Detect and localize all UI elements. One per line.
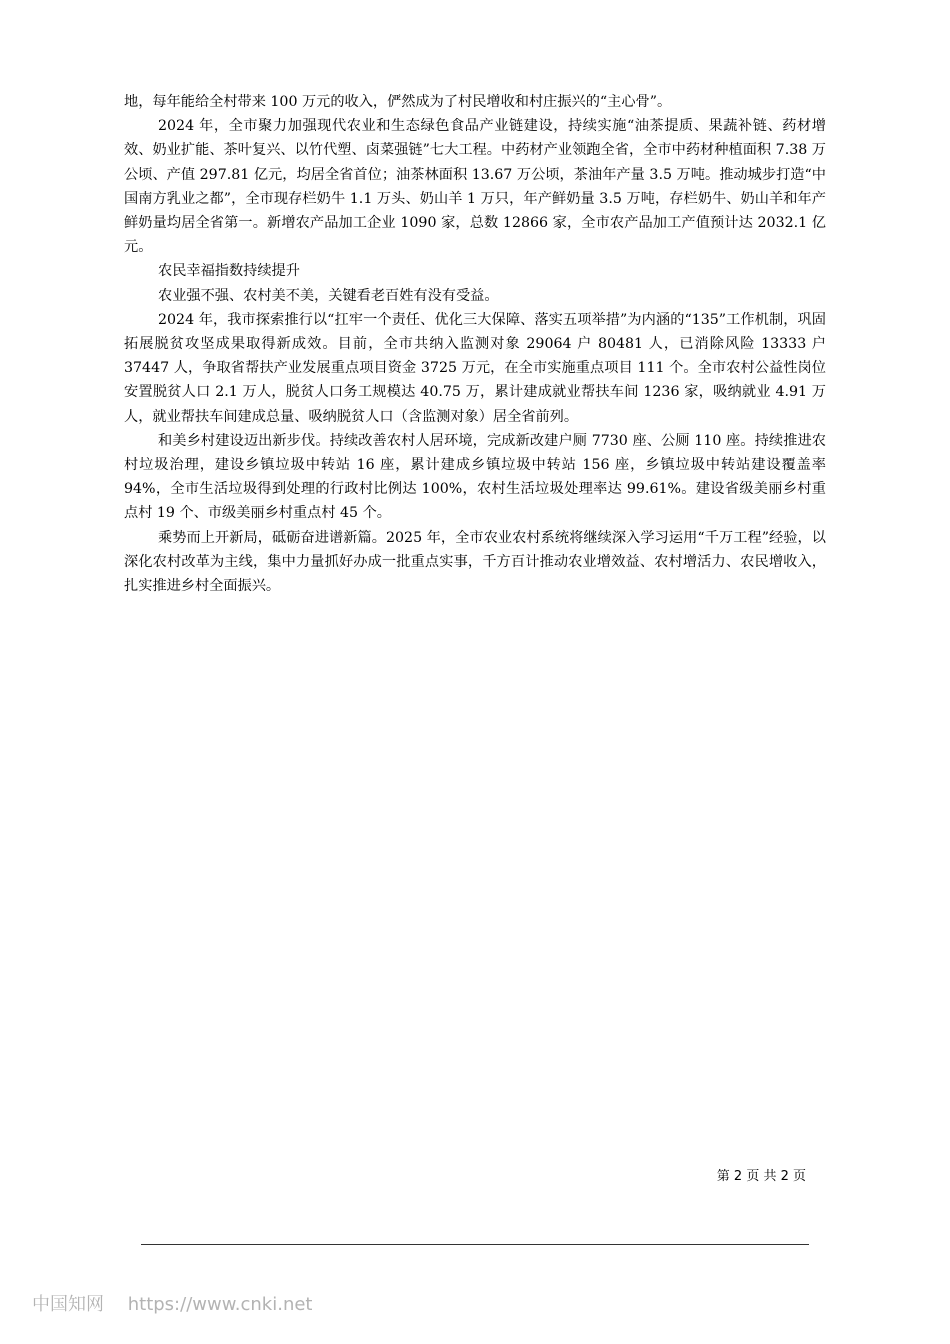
page-number: 第 2 页 共 2 页 — [716, 1169, 806, 1184]
footer-divider — [141, 1244, 809, 1245]
paragraph-outlook: 乘势而上开新局，砥砺奋进谱新篇。2025 年，全市农业农村系统将继续深入学习运用“千万工程”经验，以深化农村改革为主线，集中力量抓好办成一批重点实事，千方百计推动农业增效益、农村增活力、农民增收入，扎实推进乡村全面振兴。 — [124, 529, 826, 595]
paragraph-lead: 农业强不强、农村美不美，关键看老百姓有没有受益。 — [158, 287, 499, 304]
paragraph-poverty-alleviation: 2024 年，我市探索推行以“扛牢一个责任、优化三大保障、落实五项举措”为内涵的“135”工作机制，巩固拓展脱贫攻坚成果取得新成效。目前，全市共纳入监测对象 29064 户 80481 人，已消除风险 13333 户 37447 人，争取省帮扶产业发展重点项目资金 3725 万元，在全市实施重点项目 111 个。全市农村公益性岗位安置脱贫人口 2.1 万人，脱贫人口务工规模达 40.75 万，累计建成就业帮扶车间 1236 家，吸纳就业 4.91 万人，就业帮扶车间建成总量、吸纳脱贫人口（含监测对象）居全省前列。 — [124, 311, 826, 425]
section-heading: 农民幸福指数持续提升 — [158, 263, 300, 280]
document-body — [124, 90, 826, 598]
watermark-brand: 中国知网 — [32, 1294, 104, 1315]
cnki-watermark — [32, 1294, 312, 1316]
paragraph-village-construction: 和美乡村建设迈出新步伐。持续改善农村人居环境，完成新改建户厕 7730 座、公厕 110 座。持续推进农村垃圾治理，建设乡镇垃圾中转站 16 座，累计建成乡镇垃圾中转站 156 座，乡镇垃圾中转站建设覆盖率 94%，全市生活垃圾得到处理的行政村比例达 100%，农村生活垃圾处理率达 99.61%。建设省级美丽乡村重点村 19 个、市级美丽乡村重点村 45 个。 — [124, 432, 826, 522]
paragraph-continuation: 地，每年能给全村带来 100 万元的收入，俨然成为了村民增收和村庄振兴的“主心骨”。 — [124, 94, 672, 110]
watermark-url: https://www.cnki.net — [127, 1294, 313, 1315]
paragraph-industry-chain: 2024 年，全市聚力加强现代农业和生态绿色食品产业链建设，持续实施“油茶提质、果蔬补链、药材增效、奶业扩能、茶叶复兴、以竹代塑、卤菜强链”七大工程。中药材产业领跑全省，全市中药材种植面积 7.38 万公顷、产值 297.81 亿元，均居全省首位；油茶林面积 13.67 万公顷，茶油年产量 3.5 万吨。推动城步打造“中国南方乳业之都”，全市现存栏奶牛 1.1 万头、奶山羊 1 万只，年产鲜奶量 3.5 万吨，存栏奶牛、奶山羊和年产鲜奶量均居全省第一。新增农产品加工企业 1090 家，总数 12866 家，全市农产品加工产值预计达 2032.1 亿元。 — [124, 118, 826, 256]
